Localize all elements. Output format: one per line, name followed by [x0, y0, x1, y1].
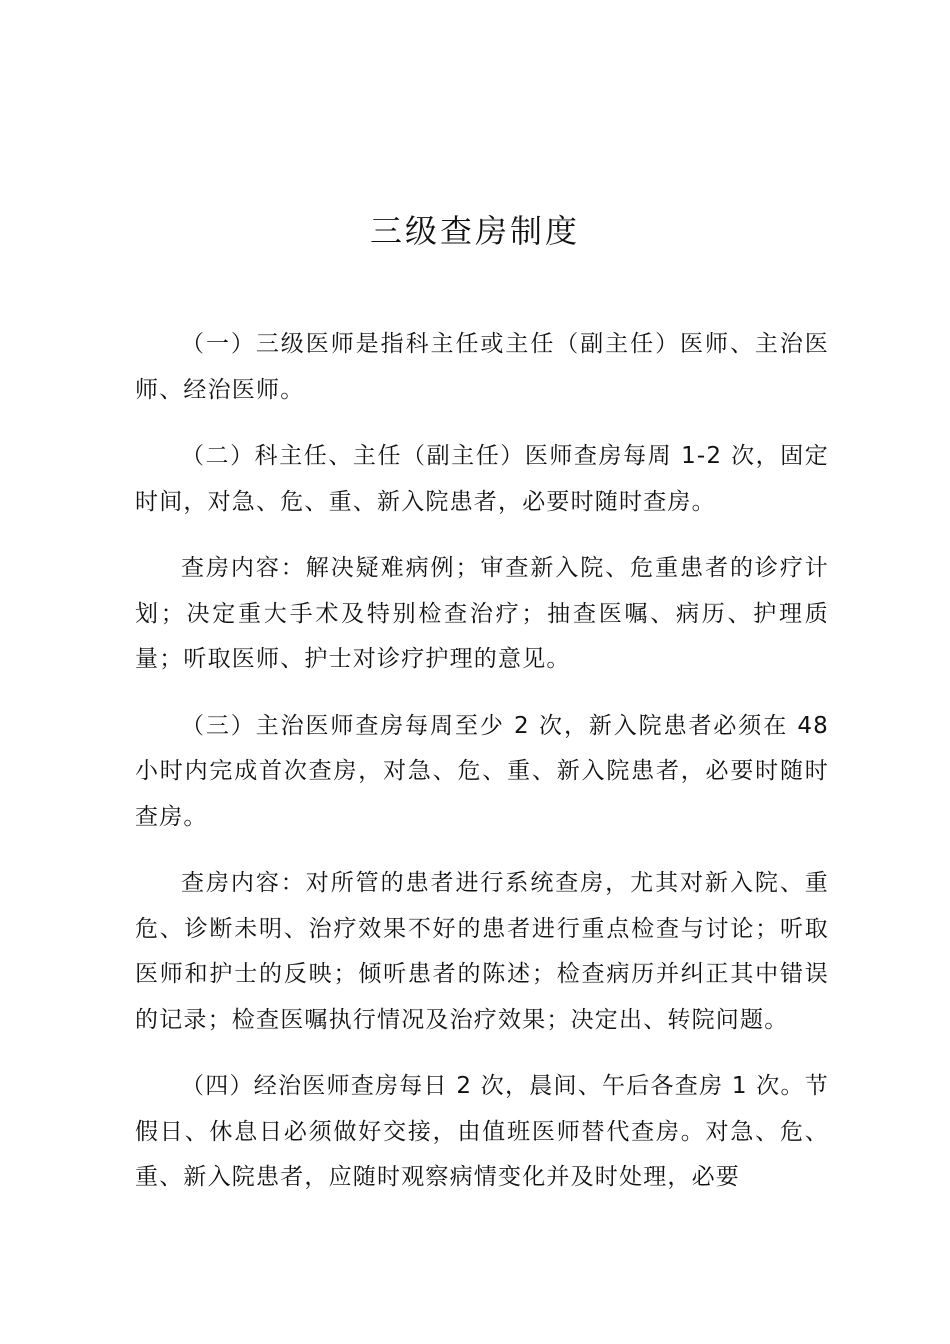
paragraph-attending-rounds-content: 查房内容：对所管的患者进行系统查房，尤其对新入院、重危、诊断未明、治疗效果不好的患者进行重点检查与讨论；听取医师和护士的反映；倾听患者的陈述；检查病历并纠正其中错误的记录；检查医嘱执行情况及治疗效果；决定出、转院问题。: [135, 870, 829, 1033]
document-title: 三级查房制度: [369, 212, 580, 250]
paragraph-level-definition: （一）三级医师是指科主任或主任（副主任）医师、主治医师、经治医师。: [135, 331, 829, 403]
paragraph-director-rounds: （二）科主任、主任（副主任）医师查房每周 1-2 次，固定时间，对急、危、重、新入院患者，必要时随时查房。: [135, 443, 829, 515]
document-body: [135, 322, 829, 1222]
paragraph-director-rounds-content: 查房内容：解决疑难病例；审查新入院、危重患者的诊疗计划；决定重大手术及特别检查治疗；抽查医嘱、病历、护理质量；听取医师、护士对诊疗护理的意见。: [135, 555, 829, 672]
paragraph-attending-rounds: （三）主治医师查房每周至少 2 次，新入院患者必须在 48 小时内完成首次查房，对急、危、重、新入院患者，必要时随时查房。: [135, 712, 829, 830]
paragraph-resident-rounds: （四）经治医师查房每日 2 次，晨间、午后各查房 1 次。节假日、休息日必须做好交接，由值班医师替代查房。对急、危、重、新入院患者，应随时观察病情变化并及时处理，必要: [135, 1073, 829, 1190]
